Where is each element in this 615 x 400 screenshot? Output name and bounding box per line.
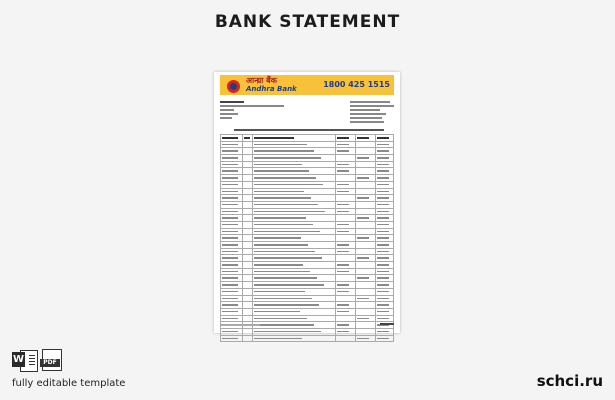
table-row — [221, 161, 394, 168]
table-row — [221, 201, 394, 208]
table-row — [221, 228, 394, 235]
table-row — [221, 195, 394, 202]
page-number — [380, 323, 394, 325]
bank-name-hindi: आन्ध्रा बैंक — [246, 76, 277, 85]
table-row — [221, 275, 394, 282]
table-row — [221, 262, 394, 269]
table-row — [221, 208, 394, 215]
table-row — [221, 181, 394, 188]
table-row — [221, 308, 394, 315]
table-row — [221, 155, 394, 162]
page-title: BANK STATEMENT — [214, 12, 401, 32]
table-row — [221, 315, 394, 322]
table-row — [221, 268, 394, 275]
bank-logo-icon — [227, 80, 240, 93]
table-row — [221, 248, 394, 255]
footer-note — [220, 324, 260, 326]
table-row — [221, 288, 394, 295]
table-row — [221, 148, 394, 155]
table-row — [221, 221, 394, 228]
statement-document-preview — [214, 72, 400, 333]
table-row — [221, 295, 394, 302]
table-row — [221, 242, 394, 249]
word-file-icon: W — [12, 349, 38, 371]
table-row — [221, 282, 394, 289]
table-row — [221, 141, 394, 148]
table-row — [221, 175, 394, 182]
table-row — [221, 335, 394, 342]
table-row — [221, 215, 394, 222]
account-details-block — [220, 101, 394, 127]
pdf-file-icon: PDF — [42, 349, 62, 371]
table-row — [221, 135, 394, 142]
statement-heading — [234, 129, 384, 131]
bank-name — [246, 76, 297, 94]
brand-label: schci.ru — [536, 372, 603, 390]
bank-banner — [220, 75, 394, 95]
table-row — [221, 188, 394, 195]
editable-template-label: fully editable template — [12, 378, 126, 389]
table-row — [221, 302, 394, 309]
bank-phone: 1800 425 1515 — [323, 80, 390, 89]
bank-name-english: Andhra Bank — [246, 85, 297, 93]
table-row — [221, 255, 394, 262]
table-row — [221, 168, 394, 175]
table-row — [221, 235, 394, 242]
table-row — [221, 328, 394, 335]
transaction-table — [220, 134, 394, 342]
